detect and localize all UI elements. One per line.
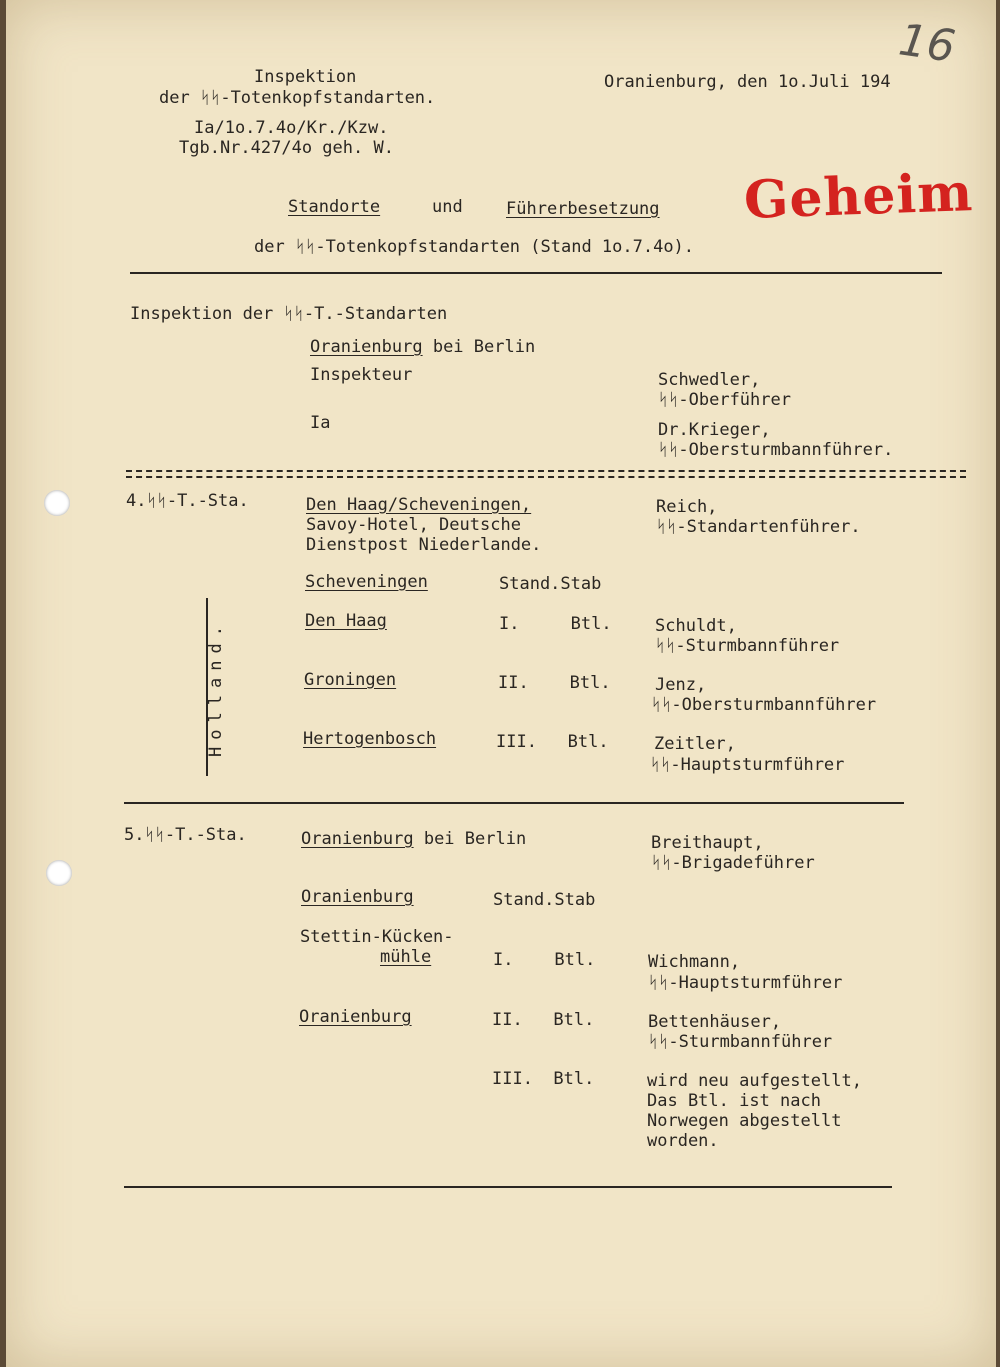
inspekteur-name: Schwedler, <box>658 370 761 390</box>
sta4-unit-type: III. Btl. <box>496 732 609 752</box>
sta5-unit-rank: ᛋᛋ-Sturmbannführer <box>648 1032 833 1052</box>
sta4-unit-rank: ᛋᛋ-Sturmbannführer <box>655 636 840 656</box>
org-line1: Inspektion <box>254 67 357 87</box>
sta5-unit-type: Stand.Stab <box>493 890 596 910</box>
divider-2a <box>126 470 966 472</box>
sta5-unit-type: III. Btl. <box>492 1069 595 1089</box>
sta4-label: 4.ᛋᛋ-T.-Sta. <box>126 491 249 511</box>
sta5-unit-name: Bettenhäuser, <box>648 1012 782 1032</box>
sta5-location: Oranienburg <box>301 829 414 849</box>
document-page <box>6 0 996 1367</box>
country-bracket <box>186 598 226 776</box>
sta4-unit-rank: ᛋᛋ-Hauptsturmführer <box>650 755 845 775</box>
country-label: Holland. <box>206 619 226 757</box>
sta5-note-line1: wird neu aufgestellt, <box>647 1071 862 1091</box>
title-standorte: Standorte <box>288 197 381 217</box>
sta5-label: 5.ᛋᛋ-T.-Sta. <box>124 825 247 845</box>
sta5-unit-place-line2: mühle <box>380 947 432 967</box>
org-line2: der ᛋᛋ-Totenkopfstandarten. <box>159 88 436 108</box>
sta4-unit-name: Zeitler, <box>654 734 736 754</box>
sta5-location-suffix: bei Berlin <box>413 829 527 849</box>
sta4-unit-type: I. Btl. <box>499 614 612 634</box>
divider-2b <box>126 476 966 478</box>
sta4-unit-place: Hertogenbosch <box>303 729 437 749</box>
sta4-unit-type: Stand.Stab <box>499 574 602 594</box>
ref-line2: Tgb.Nr.427/4o geh. W. <box>179 138 394 158</box>
page-number: 16 <box>895 14 959 73</box>
ia-name: Dr.Krieger, <box>658 420 771 440</box>
sta4-unit-place: Scheveningen <box>305 572 428 592</box>
punch-hole <box>44 490 70 516</box>
sta4-commander-rank: ᛋᛋ-Standartenführer. <box>656 517 861 537</box>
sta5-unit-name: Wichmann, <box>648 952 741 972</box>
title-line2: der ᛋᛋ-Totenkopfstandarten (Stand 1o.7.4o). <box>254 237 695 257</box>
sta4-unit-rank: ᛋᛋ-Obersturmbannführer <box>651 695 877 715</box>
sta4-commander-name: Reich, <box>656 497 718 517</box>
inspektion-location-suffix: bei Berlin <box>422 337 536 357</box>
sta4-location-line1: Den Haag/Scheveningen, <box>306 495 532 515</box>
divider-1 <box>130 272 942 274</box>
sta4-location-line2: Savoy-Hotel, Deutsche <box>306 515 521 535</box>
sta5-commander-rank: ᛋᛋ-Brigadeführer <box>651 853 815 873</box>
ia-role: Ia <box>310 413 331 433</box>
sta5-unit-type: II. Btl. <box>492 1010 595 1030</box>
sta5-unit-place-line1: Stettin-Kücken- <box>300 927 454 947</box>
sta4-unit-name: Jenz, <box>655 675 707 695</box>
sta4-unit-place: Den Haag <box>305 611 387 631</box>
sta5-note-line3: Norwegen abgestellt <box>647 1111 842 1131</box>
divider-3 <box>124 802 904 804</box>
ref-line1: Ia/1o.7.4o/Kr./Kzw. <box>194 118 389 138</box>
divider-4 <box>124 1186 892 1188</box>
sta5-unit-type: I. Btl. <box>493 950 596 970</box>
inspekteur-role: Inspekteur <box>310 365 413 385</box>
ia-rank: ᛋᛋ-Obersturmbannführer. <box>658 440 894 460</box>
sta5-note-line4: worden. <box>647 1131 719 1151</box>
sta5-unit-place: Oranienburg <box>299 1007 412 1027</box>
sta5-unit-place: Oranienburg <box>301 887 414 907</box>
inspektion-heading: Inspektion der ᛋᛋ-T.-Standarten <box>130 304 448 324</box>
sta4-unit-place: Groningen <box>304 670 397 690</box>
secret-stamp: Geheim <box>743 162 975 231</box>
inspektion-location: Oranienburg <box>310 337 423 357</box>
title-und: und <box>432 197 463 217</box>
sta5-commander-name: Breithaupt, <box>651 833 764 853</box>
sta5-unit-rank: ᛋᛋ-Hauptsturmführer <box>648 973 843 993</box>
sta4-unit-name: Schuldt, <box>655 616 737 636</box>
sta5-note-line2: Das Btl. ist nach <box>647 1091 821 1111</box>
sta4-unit-type: II. Btl. <box>498 673 611 693</box>
place-date: Oranienburg, den 1o.Juli 194 <box>604 72 891 92</box>
inspekteur-rank: ᛋᛋ-Oberführer <box>658 390 791 410</box>
punch-hole <box>46 860 72 886</box>
title-fuehrerbesetzung: Führerbesetzung <box>506 199 660 219</box>
sta4-location-line3: Dienstpost Niederlande. <box>306 535 542 555</box>
